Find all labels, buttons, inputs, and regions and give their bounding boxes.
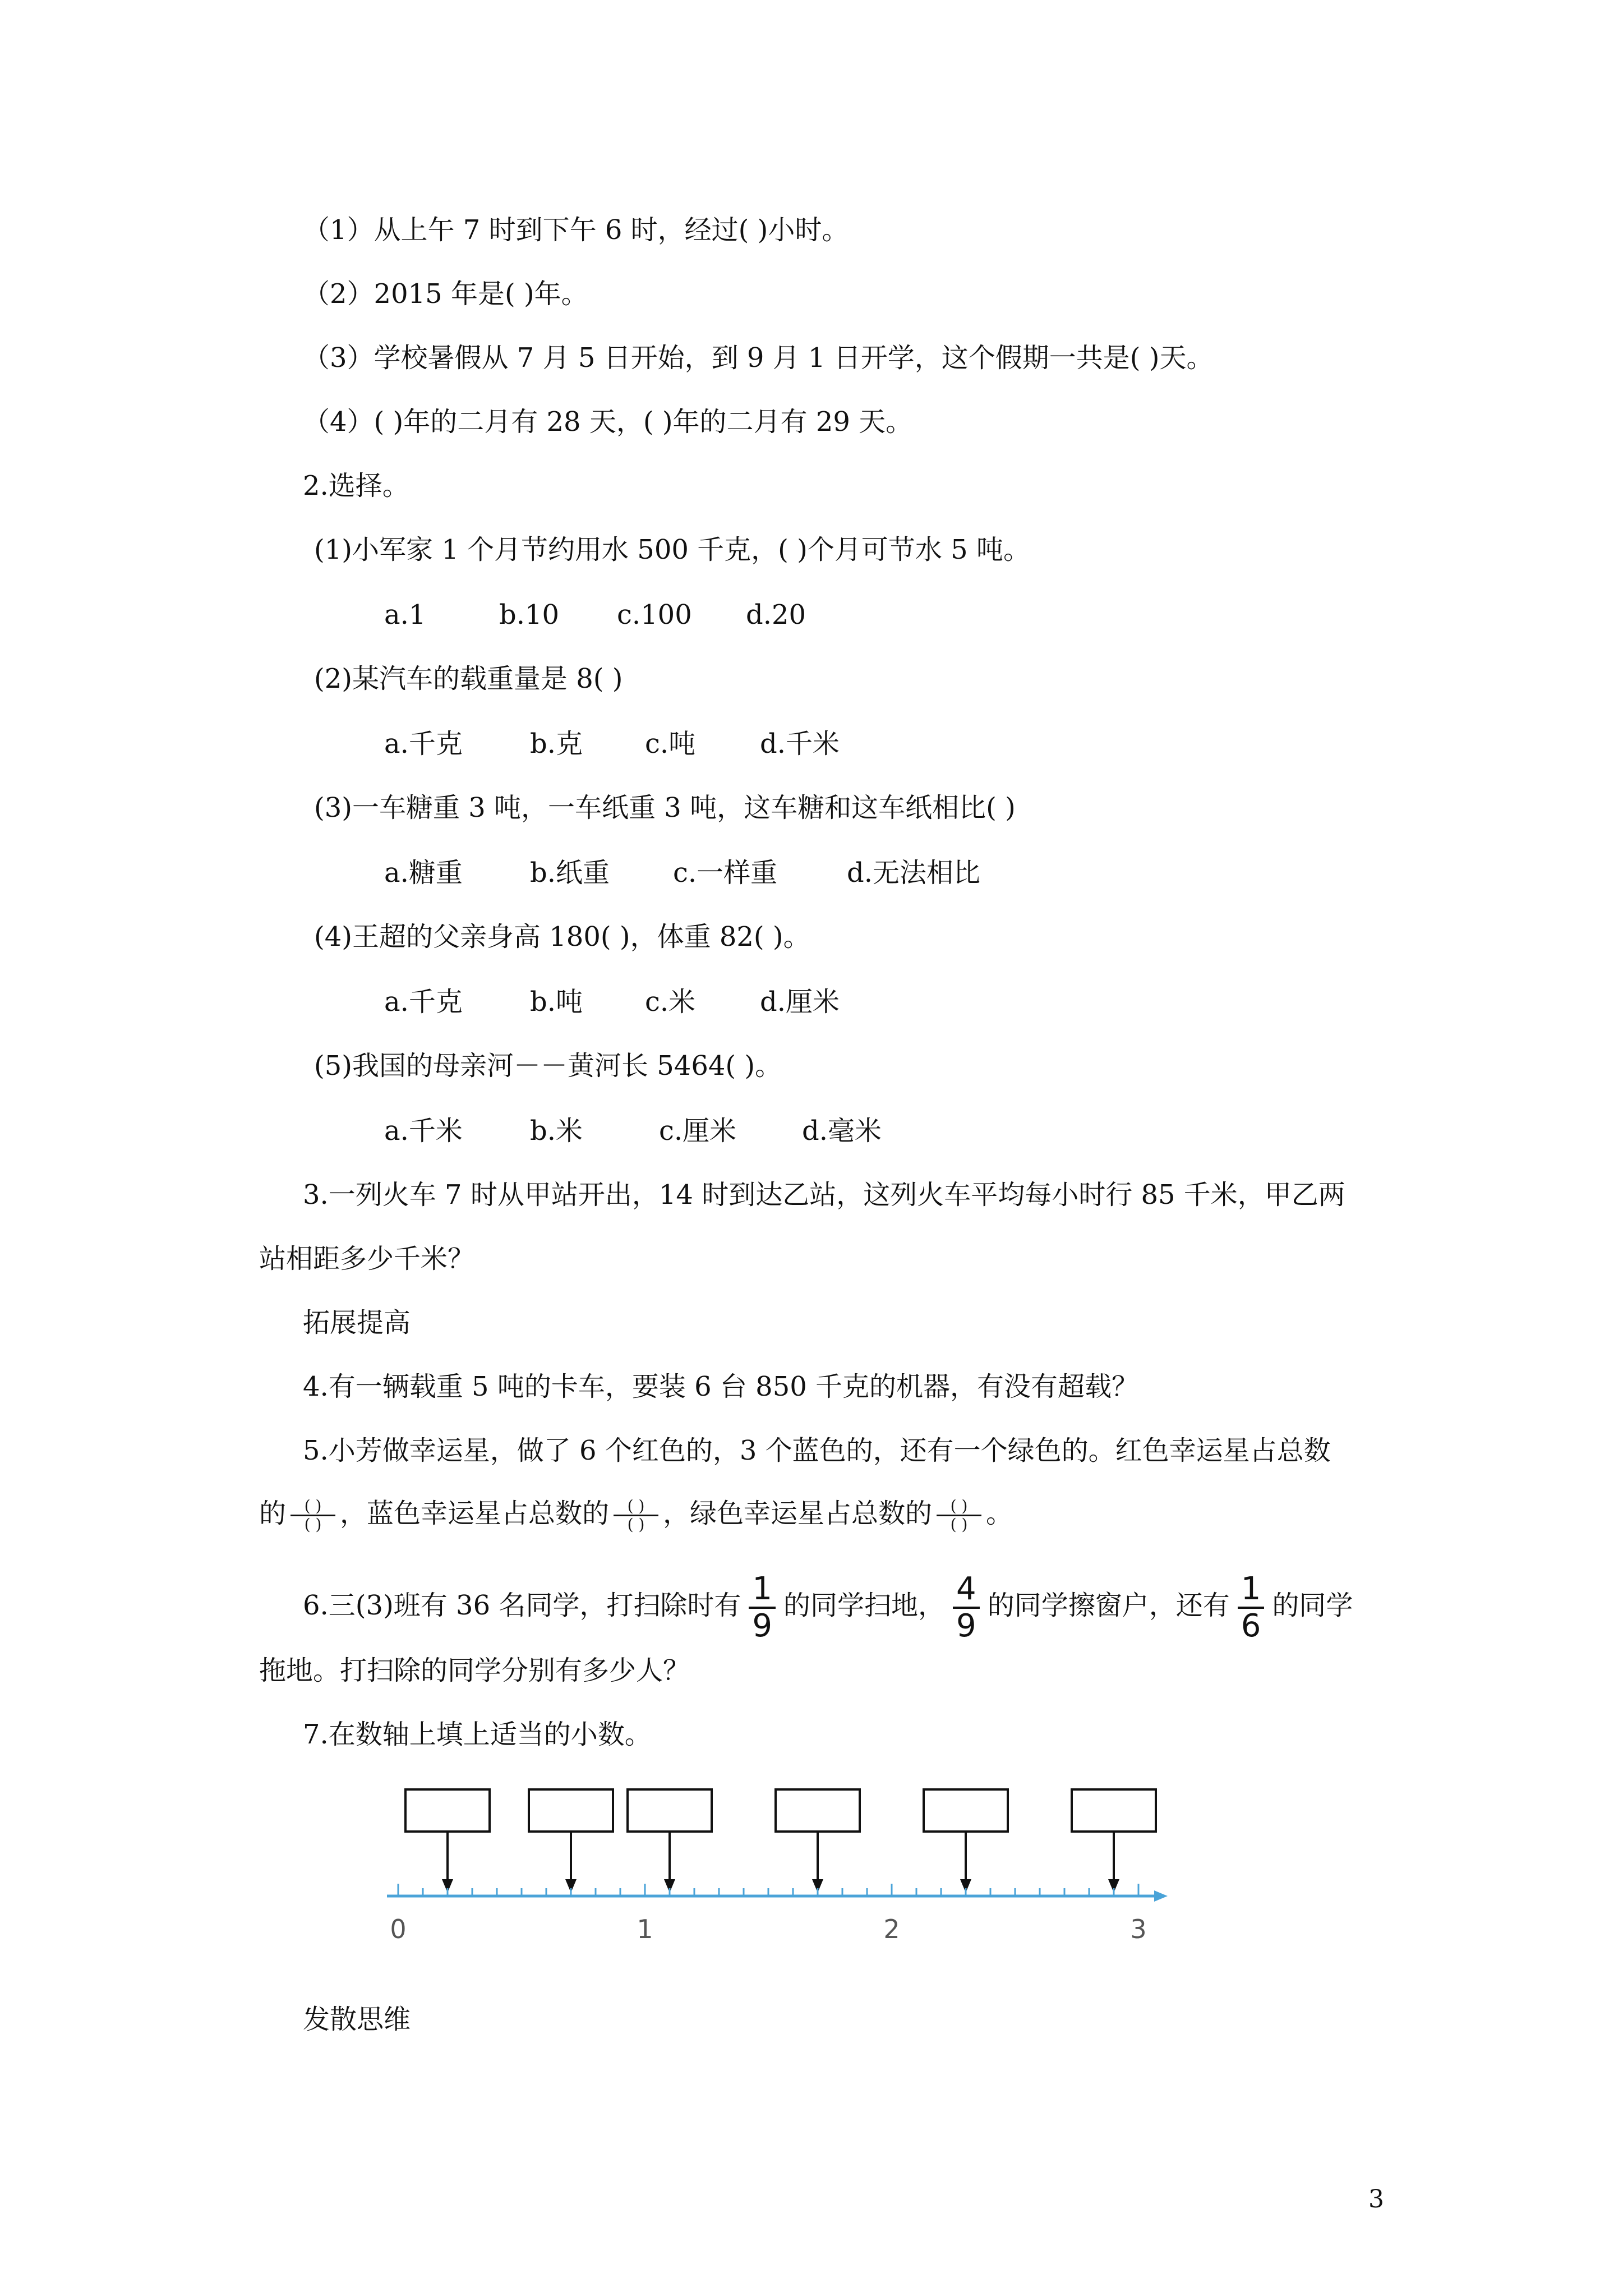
section-divergent-heading: 发散思维 bbox=[303, 2004, 411, 2035]
q5-text: ，绿色幸运星占总数的 bbox=[663, 1498, 933, 1529]
fraction bbox=[749, 1572, 776, 1644]
fraction-numerator: 4 bbox=[953, 1572, 980, 1609]
answer-fraction-blank bbox=[291, 1498, 335, 1533]
q2-option: a.1 bbox=[384, 599, 426, 631]
q5-line-1: 5.小芳做幸运星，做了 6 个红色的，3 个蓝色的，还有一个绿色的。红色幸运星占总数 bbox=[303, 1435, 1331, 1466]
q6-text: 的同学扫地， bbox=[783, 1590, 946, 1621]
q2-option: d.毫米 bbox=[802, 1115, 882, 1147]
answer-fraction-blank bbox=[937, 1498, 981, 1533]
number-axis bbox=[387, 1884, 1168, 1902]
q5-line-2 bbox=[259, 1493, 1013, 1534]
q2-option: a.千米 bbox=[384, 1115, 463, 1147]
q2-option: b.10 bbox=[499, 599, 560, 631]
fill-item-4: （4）( )年的二月有 28 天，( )年的二月有 29 天。 bbox=[303, 406, 913, 438]
q2-option: c.米 bbox=[645, 986, 696, 1018]
fraction-denominator: 9 bbox=[752, 1607, 773, 1644]
blank-denominator: ( ) bbox=[950, 1515, 968, 1534]
q6-line-1 bbox=[303, 1566, 1353, 1645]
q2-option: c.吨 bbox=[645, 728, 696, 760]
q2-option: b.纸重 bbox=[530, 857, 610, 889]
q2-stem-4: (4)王超的父亲身高 180( )，体重 82( )。 bbox=[314, 921, 810, 953]
answer-box bbox=[924, 1789, 1008, 1832]
blank-numerator: ( ) bbox=[937, 1498, 981, 1516]
answer-box bbox=[405, 1789, 490, 1832]
q2-option: b.吨 bbox=[530, 986, 583, 1018]
q2-option: d.千米 bbox=[760, 728, 840, 760]
q6-text: 的同学擦窗户，还有 bbox=[987, 1590, 1230, 1621]
q2-option: a.千克 bbox=[384, 728, 463, 760]
fill-item-3: （3）学校暑假从 7 月 5 日开始，到 9 月 1 日开学，这个假期一共是( )天。 bbox=[303, 342, 1214, 374]
fraction bbox=[953, 1572, 980, 1644]
answer-box bbox=[1072, 1789, 1156, 1832]
q2-stem-1: (1)小军家 1 个月节约用水 500 千克，( )个月可节水 5 吨。 bbox=[314, 534, 1030, 565]
axis-labels bbox=[390, 1914, 1146, 1944]
q2-option: d.无法相比 bbox=[847, 857, 980, 889]
fraction-numerator: 1 bbox=[749, 1572, 776, 1609]
fraction-numerator: 1 bbox=[1238, 1572, 1265, 1609]
q5-text: ，蓝色幸运星占总数的 bbox=[340, 1498, 610, 1529]
axis-arrowhead bbox=[1154, 1890, 1168, 1902]
fraction-denominator: 9 bbox=[956, 1607, 976, 1644]
q2-option: c.100 bbox=[617, 599, 692, 631]
blank-numerator: ( ) bbox=[614, 1498, 658, 1516]
fraction bbox=[1238, 1572, 1265, 1644]
q2-stem-3: (3)一车糖重 3 吨，一车纸重 3 吨，这车糖和这车纸相比( ) bbox=[314, 792, 1016, 823]
q2-option: c.一样重 bbox=[673, 857, 778, 889]
answer-box bbox=[529, 1789, 613, 1832]
axis-tick-label: 2 bbox=[883, 1914, 900, 1944]
answer-boxes bbox=[405, 1789, 1156, 1893]
number-line-figure bbox=[370, 1784, 1189, 1952]
q4: 4.有一辆载重 5 吨的卡车，要装 6 台 850 千克的机器，有没有超载？ bbox=[303, 1371, 1139, 1402]
fill-item-1: （1）从上午 7 时到下午 6 时，经过( )小时。 bbox=[303, 214, 849, 246]
q2-stem-2: (2)某汽车的载重量是 8( ) bbox=[314, 663, 623, 694]
axis-tick-label: 1 bbox=[637, 1914, 653, 1944]
q5-text: 的 bbox=[259, 1498, 287, 1529]
axis-tick-label: 3 bbox=[1130, 1914, 1147, 1944]
q7-title: 7.在数轴上填上适当的小数。 bbox=[303, 1719, 652, 1750]
fill-item-2: （2）2015 年是( )年。 bbox=[303, 278, 588, 310]
fraction-denominator: 6 bbox=[1241, 1607, 1261, 1644]
q2-option: a.千克 bbox=[384, 986, 463, 1018]
axis-tick-label: 0 bbox=[390, 1914, 407, 1944]
q3-line-1: 3.一列火车 7 时从甲站开出，14 时到达乙站，这列火车平均每小时行 85 千米，甲乙两 bbox=[303, 1179, 1345, 1211]
q2-stem-5: (5)我国的母亲河－－黄河长 5464( )。 bbox=[314, 1050, 782, 1082]
q6-text: 6.三(3)班有 36 名同学，打扫除时有 bbox=[303, 1590, 741, 1621]
q2-option: b.克 bbox=[530, 728, 583, 760]
q5-text: 。 bbox=[986, 1498, 1013, 1529]
q6-line-2: 拖地。打扫除的同学分别有多少人？ bbox=[259, 1655, 690, 1686]
q2-option: a.糖重 bbox=[384, 857, 463, 889]
q2-option: b.米 bbox=[530, 1115, 583, 1147]
q6-text: 的同学 bbox=[1272, 1590, 1353, 1621]
q2-title: 2.选择。 bbox=[303, 470, 409, 501]
blank-denominator: ( ) bbox=[304, 1515, 322, 1534]
q2-option: d.厘米 bbox=[760, 986, 840, 1018]
page-number: 3 bbox=[1368, 2185, 1384, 2214]
q2-option: c.厘米 bbox=[659, 1115, 737, 1147]
q2-option: d.20 bbox=[746, 599, 806, 631]
q3-line-2: 站相距多少千米？ bbox=[259, 1243, 475, 1274]
answer-fraction-blank bbox=[614, 1498, 658, 1533]
section-extend-heading: 拓展提高 bbox=[303, 1307, 411, 1338]
blank-numerator: ( ) bbox=[291, 1498, 335, 1516]
answer-box bbox=[776, 1789, 860, 1832]
answer-box bbox=[628, 1789, 712, 1832]
blank-denominator: ( ) bbox=[627, 1515, 645, 1534]
